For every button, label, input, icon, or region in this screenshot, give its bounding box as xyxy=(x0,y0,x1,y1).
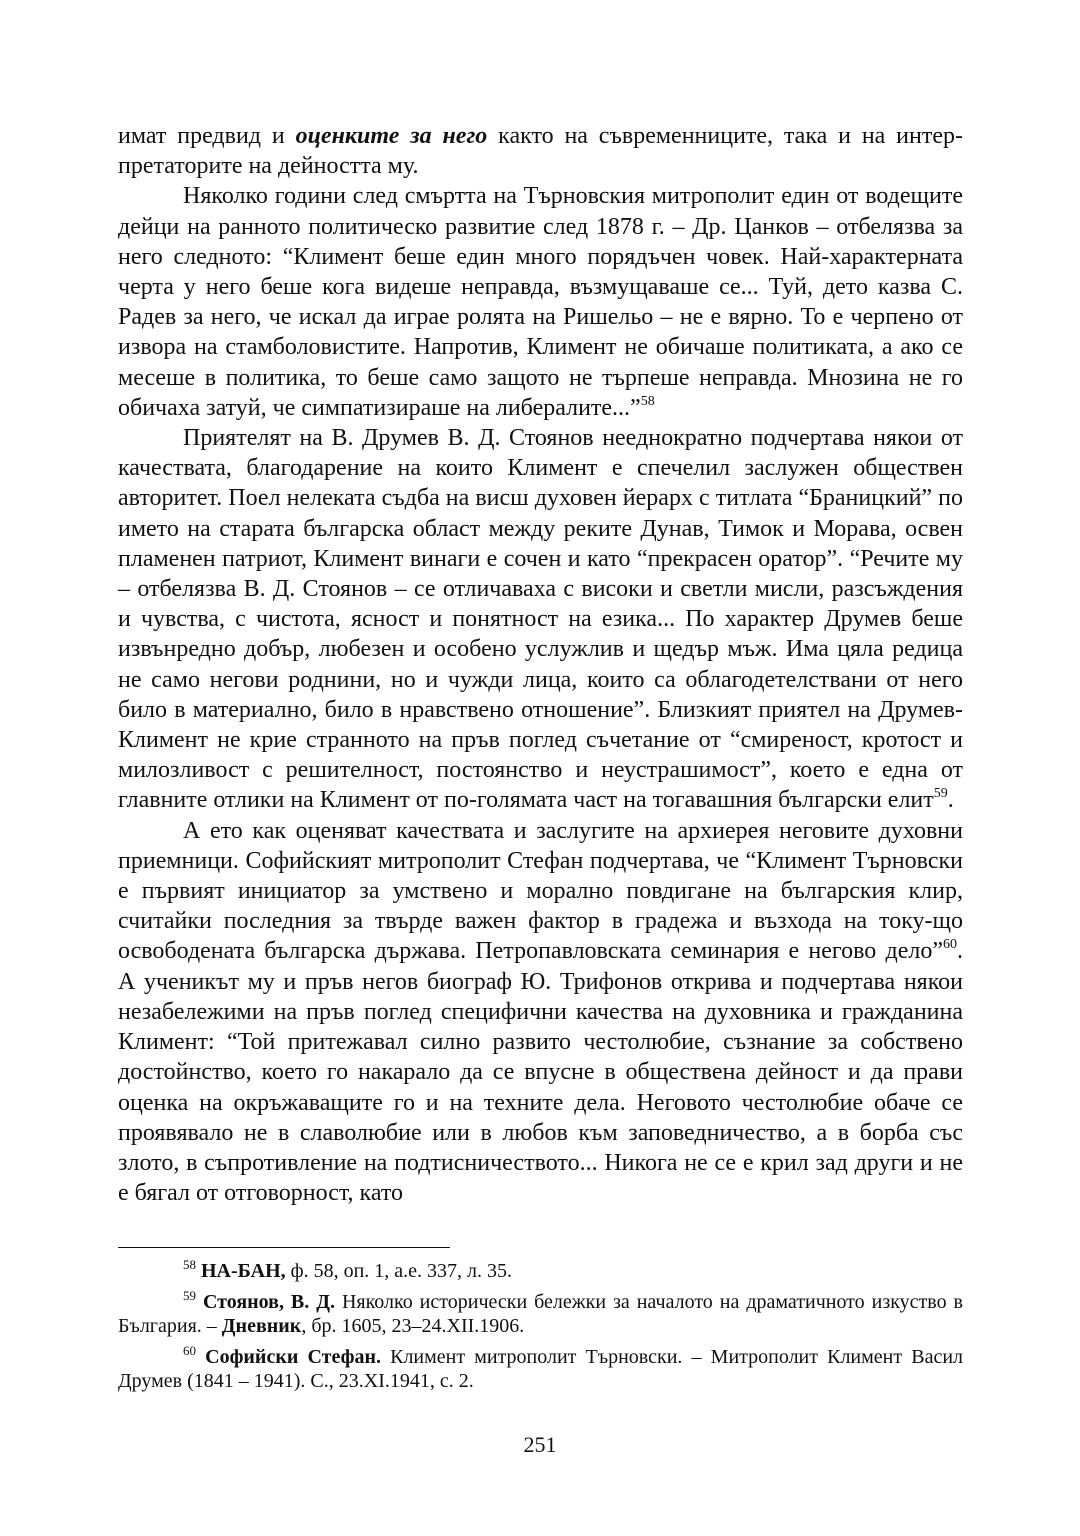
paragraph-1 xyxy=(118,121,963,181)
footnote-60 xyxy=(118,1342,964,1394)
footnote-text: ф. 58, оп. 1, а.е. 337, л. 35. xyxy=(285,1260,513,1282)
footnote-text-tail: , бр. 1605, 23–24.XII.1906. xyxy=(301,1315,525,1337)
paragraph-4-text-a: А ето как оценяват качествата и заслугите на архиерея неговите духовни приемници. Софийският митрополит Стефан подчертава, че “Климент Търновски е първият инициатор за умствено и морално повдигане на българския клир, считайки последния за твърде важен фактор в градежа и възхода на току-що освободената българска държава. Петропавловската семинария е негово дело” xyxy=(118,817,963,965)
footnote-ref-59[interactable]: 59 xyxy=(933,786,948,802)
footnotes xyxy=(118,1259,963,1400)
footnote-58 xyxy=(118,1259,963,1284)
paragraph-2 xyxy=(118,181,963,423)
footnote-source: Дневник xyxy=(221,1315,302,1337)
footnote-author: НА-БАН, xyxy=(201,1260,286,1282)
page-number: 251 xyxy=(523,1432,557,1457)
paragraph-2-text: Няколко години след смъртта на Търновския митрополит един от водещите дейци на ранното политическо развитие след 1878 г. – Др. Цанков – отбелязва за него следното: “Климент беше един много порядъчен човек. Най-характерната черта у него беше кога видеше неправда, възмущаваше се... Туй, дето казва С. Радев за него, че искал да играе ролята на Ришельо – не е вярно. То е черпено от извора на стамболовистите. Напротив, Климент не обичаше политиката, а ако се месеше в политика, то беше само защото не търпеше неправда. Мнозина не го обичаха затуй, че симпатизираше на либералите...” xyxy=(118,183,963,421)
footnote-author: Софийски Стефан. xyxy=(205,1345,381,1368)
footnote-separator xyxy=(118,1247,450,1248)
paragraph-1-text-b: както на съвременниците, така и на интерпретаторите на дейността му. xyxy=(118,123,963,180)
footnote-number: 60 xyxy=(183,1342,196,1358)
footnote-ref-58[interactable]: 58 xyxy=(640,393,655,409)
paragraph-3-text-end: . xyxy=(947,787,954,814)
paragraph-1-emphasis: оценките за него xyxy=(295,123,488,149)
paragraph-4 xyxy=(118,816,963,1209)
page-body xyxy=(118,121,963,1208)
footnote-ref-60[interactable]: 60 xyxy=(943,937,957,953)
footnote-number: 58 xyxy=(183,1257,196,1272)
footnote-number: 59 xyxy=(183,1287,196,1303)
paragraph-3-text: Приятелят на В. Друмев В. Д. Стоянов нееднократно подчертава някои от качествата, благодарение на които Климент е спечелил заслужен обществен авторитет. Поел нелеката съдба на висш духовен йерарх с титлата “Браницкий” по името на старата българска област между реките Дунав, Тимок и Морава, освен пламенен патриот, Климент винаги е сочен и като “прекрасен оратор”. “Речите му – отбелязва В. Д. Стоянов – се отличаваха с високи и светли мисли, разсъждения и чувства, с чистота, ясност и понятност на езика... По характер Друмев беше извънредно добър, любезен и особено услужлив и щедър мъж. Има цяла редица не само негови роднини, но и чужди лица, които са облагодетелствани от него било в материално, било в нравствено отношение”. Близкият приятел на Друмев-Климент не крие странното на пръв поглед съчетание от “смиреност, кротост и милозливост с решителност, постоянство и неустрашимост”, което е една от главните отлики на Климент от по-голямата част на тогавашния български елит xyxy=(118,425,963,814)
paragraph-1-text-a: имат предвид и xyxy=(118,123,296,149)
main-text xyxy=(118,121,963,1208)
footnote-author: Стоянов, В. Д. xyxy=(202,1290,335,1313)
paragraph-3 xyxy=(118,423,963,816)
paragraph-4-text-b: . А ученикът му и пръв негов биограф Ю. Трифонов открива и подчертава някои незабележими на пръв поглед специфични качества на духовника и гражданина Климент: “Той притежавал силно развито честолюбие, съзнание за собствено достойнство, което го накарало да се впусне в обществена дейност и да прави оценка на окръжаващите го и на техните дела. Неговото честолюбие обаче се проявявало не в славолюбие или в любов към заповедничество, а в борба със злото, в съпротивление на подтисничеството... Никога не се е крил зад други и не е бягал от отговорност, като xyxy=(118,938,963,1207)
footnote-text: Няколко исторически бележки за началото на драматичното изкуство в България. – xyxy=(118,1290,963,1337)
footnote-text: Климент митрополит Търновски. – Митрополит Климент Васил Друмев (1841 – 1941). С., 23.XI.1941, с. 2. xyxy=(118,1345,964,1392)
footnote-59 xyxy=(118,1287,963,1339)
